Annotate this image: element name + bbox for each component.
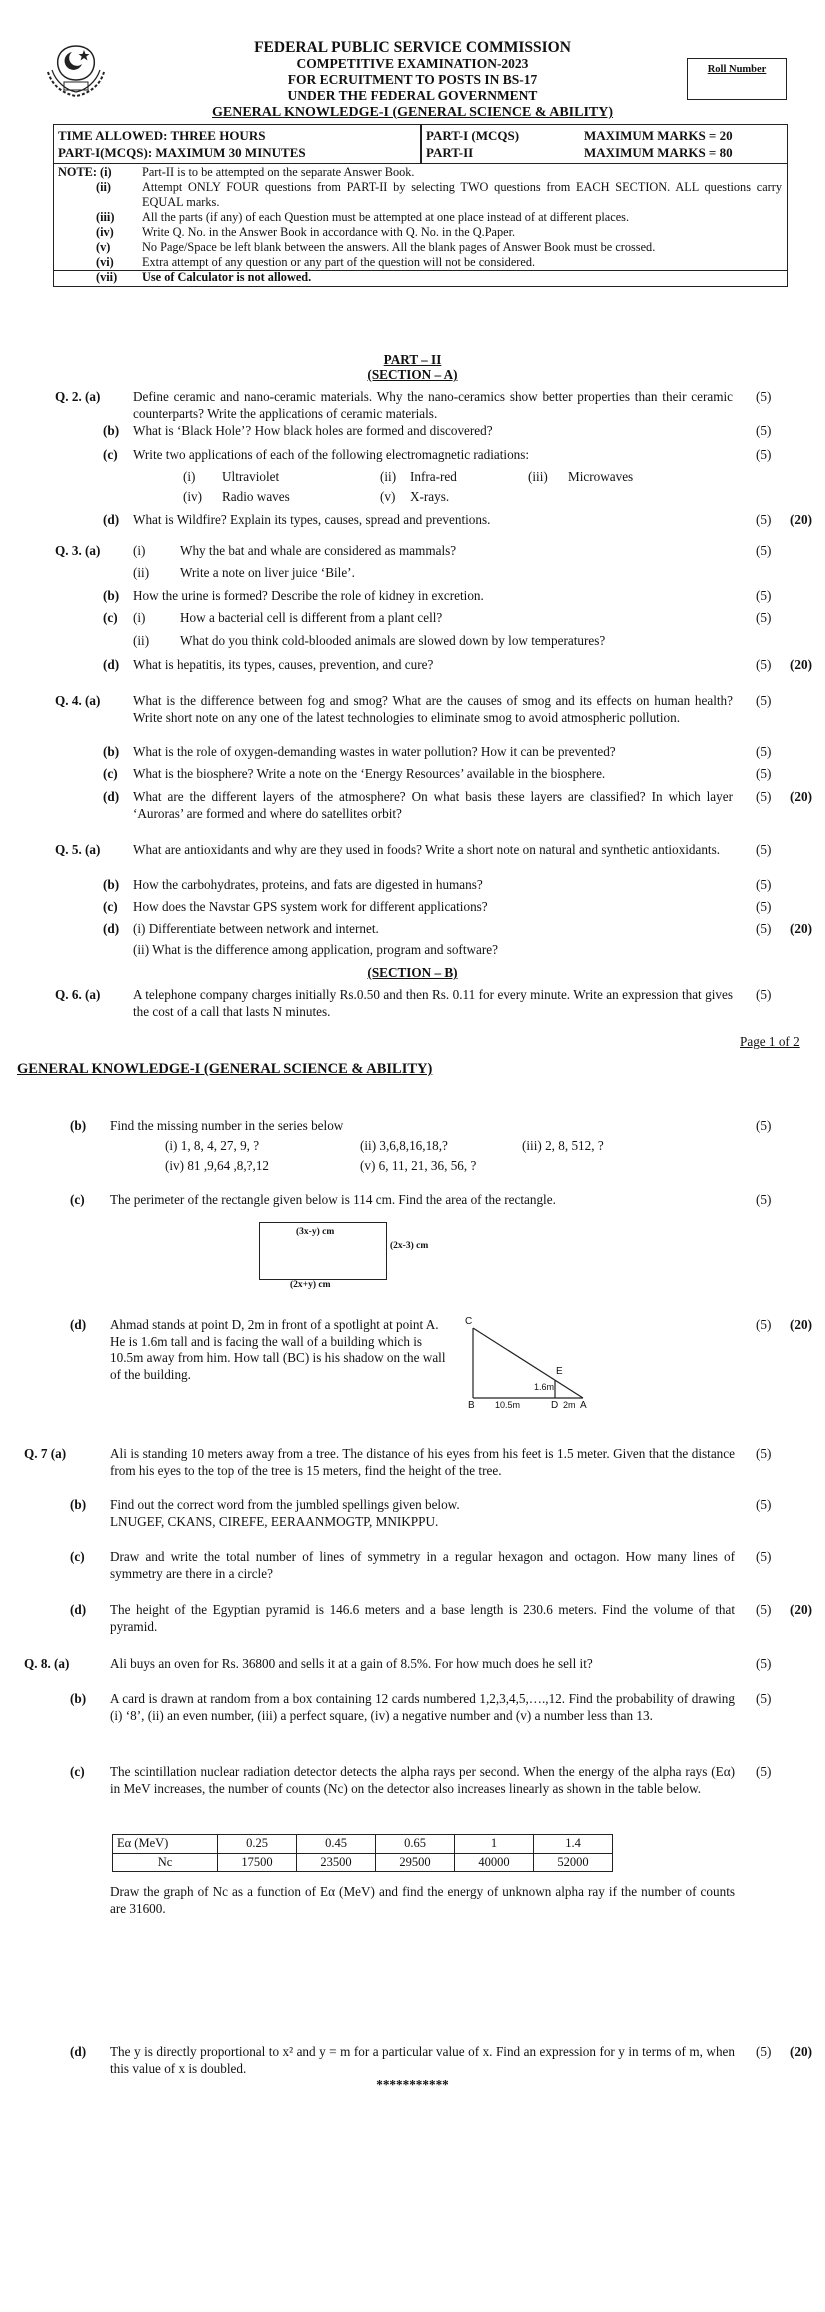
- q6b-series-3: (iii) 2, 8, 512, ?: [522, 1138, 604, 1153]
- q5c-text: How does the Navstar GPS system work for different applications?: [133, 899, 488, 914]
- q2c-i: (i): [183, 469, 196, 484]
- rect-right-label: (2x-3) cm: [390, 1241, 429, 1251]
- q7b-text: Find out the correct word from the jumbled spellings given below.: [110, 1497, 460, 1512]
- note-3: All the parts (if any) of each Question must be attempted at one place instead of at different places.: [142, 210, 630, 224]
- q6-total: (20): [790, 1317, 812, 1332]
- q7a-marks: (5): [756, 1446, 772, 1461]
- q4b-marks: (5): [756, 744, 772, 759]
- q2c-label: (c): [103, 447, 118, 462]
- q7-number: Q. 7 (a): [24, 1446, 67, 1461]
- q3d-label: (d): [103, 657, 120, 672]
- part2-title: PART – II: [383, 352, 442, 367]
- q3d-text: What is hepatitis, its types, causes, prevention, and cure?: [133, 657, 434, 672]
- q2d-text: What is Wildfire? Explain its types, causes, spread and preventions.: [133, 512, 491, 527]
- q7c-text: Draw and write the total number of lines of symmetry in a regular hexagon and octagon. How many lines of symmetry are there in a circle?: [110, 1549, 735, 1581]
- q2b-label: (b): [103, 423, 120, 438]
- note-2: Attempt ONLY FOUR questions from PART-II by selecting TWO questions from EACH SECTION. ALL questions carry EQUAL marks.: [142, 180, 782, 209]
- q6d-marks: (5): [756, 1317, 772, 1332]
- q7d-label: (d): [70, 1602, 87, 1617]
- note-3-num: (iii): [96, 210, 115, 224]
- max-marks-2: MAXIMUM MARKS = 80: [584, 145, 733, 160]
- q3a-i: (i): [133, 543, 146, 558]
- q4d-label: (d): [103, 789, 120, 804]
- q5d-i-text: (i) Differentiate between network and internet.: [133, 921, 379, 936]
- q8b-marks: (5): [756, 1691, 772, 1706]
- note-1: Part-II is to be attempted on the separate Answer Book.: [142, 165, 415, 179]
- rect-bottom-label: (2x+y) cm: [290, 1280, 331, 1290]
- q6a-text: A telephone company charges initially Rs.0.50 and then Rs. 0.11 for every minute. Write an expression that gives the cost of a call that lasts N minutes.: [133, 987, 733, 1019]
- q7a-text: Ali is standing 10 meters away from a tree. The distance of his eyes from his feet is 1.5 meter. Given that the distance from his eyes to the top of the tree is 15 meters, find the height of the tree.: [110, 1446, 735, 1478]
- exam-info-table: [53, 124, 788, 164]
- q8a-text: Ali buys an oven for Rs. 36800 and sells it at a gain of 8.5%. For how much does he sell it?: [110, 1656, 593, 1671]
- max-marks-1: MAXIMUM MARKS = 20: [584, 128, 733, 143]
- q2-number: Q. 2. (a): [55, 389, 101, 404]
- q4-number: Q. 4. (a): [55, 693, 101, 708]
- alpha-table: [112, 1834, 613, 1872]
- q3c-ii: (ii): [133, 633, 150, 648]
- q6c-text: The perimeter of the rectangle given below is 114 cm. Find the area of the rectangle.: [110, 1192, 556, 1207]
- q8d-text: The y is directly proportional to x² and y = m for a particular value of x. Find an expression for y in terms of m, when this value of x is doubled.: [110, 2044, 735, 2076]
- q5b-label: (b): [103, 877, 120, 892]
- note-4-num: (iv): [96, 225, 114, 239]
- q3c-i-text: How a bacterial cell is different from a plant cell?: [180, 610, 443, 625]
- q8-total: (20): [790, 2044, 812, 2059]
- q4b-label: (b): [103, 744, 120, 759]
- q8d-label: (d): [70, 2044, 87, 2059]
- end-marker: ***********: [376, 2077, 449, 2092]
- table-n-2: 29500: [376, 1853, 455, 1872]
- fig-label-2m: 2m: [563, 1400, 576, 1410]
- q8a-marks: (5): [756, 1656, 772, 1671]
- q3c-ii-text: What do you think cold-blooded animals are slowed down by low temperatures?: [180, 633, 606, 648]
- q3d-marks: (5): [756, 657, 772, 672]
- section-b-title: (SECTION – B): [367, 965, 458, 980]
- q2c-radio-waves: Radio waves: [222, 489, 290, 504]
- table-e-1: 0.45: [297, 1835, 376, 1854]
- q3c-marks: (5): [756, 610, 772, 625]
- q4c-marks: (5): [756, 766, 772, 781]
- table-n-1: 23500: [297, 1853, 376, 1872]
- header-line4: UNDER THE FEDERAL GOVERNMENT: [287, 88, 538, 103]
- q6b-series-4: (iv) 81 ,9,64 ,8,?,12: [165, 1158, 270, 1173]
- q6-number: Q. 6. (a): [55, 987, 101, 1002]
- q5c-label: (c): [103, 899, 118, 914]
- fig-label-d: D: [551, 1400, 559, 1411]
- q6b-series-5: (v) 6, 11, 21, 36, 56, ?: [360, 1158, 477, 1173]
- q6b-label: (b): [70, 1118, 87, 1133]
- q5d-ii-text: (ii) What is the difference among application, program and software?: [133, 942, 498, 957]
- q2d-marks: (5): [756, 512, 772, 527]
- q6b-text: Find the missing number in the series below: [110, 1118, 344, 1133]
- q6b-series-2: (ii) 3,6,8,16,18,?: [360, 1138, 448, 1153]
- q3b-label: (b): [103, 588, 120, 603]
- q5a-text: What are antioxidants and why are they used in foods? Write a short note on natural and synthetic antioxidants.: [133, 842, 721, 857]
- q5d-label: (d): [103, 921, 120, 936]
- q4c-text: What is the biosphere? Write a note on the ‘Energy Resources’ available in the biosphere.: [133, 766, 606, 781]
- q4d-marks: (5): [756, 789, 772, 804]
- q4c-label: (c): [103, 766, 118, 781]
- q5-number: Q. 5. (a): [55, 842, 101, 857]
- note-7: Use of Calculator is not allowed.: [142, 270, 312, 284]
- q8-number: Q. 8. (a): [24, 1656, 70, 1671]
- q6b-series-1: (i) 1, 8, 4, 27, 9, ?: [165, 1138, 260, 1153]
- notes-box-last: [53, 270, 788, 287]
- q5d-marks: (5): [756, 921, 772, 936]
- q3a-i-text: Why the bat and whale are considered as mammals?: [180, 543, 457, 558]
- q2c-marks: (5): [756, 447, 772, 462]
- q2c-iv: (iv): [183, 489, 203, 504]
- fig-label-e: E: [556, 1366, 563, 1377]
- q8b-label: (b): [70, 1691, 87, 1706]
- q2c-ultraviolet: Ultraviolet: [222, 469, 280, 484]
- table-e-3: 1: [455, 1835, 534, 1854]
- q7-total: (20): [790, 1602, 812, 1617]
- q5b-text: How the carbohydrates, proteins, and fats are digested in humans?: [133, 877, 483, 892]
- q3b-text: How the urine is formed? Describe the role of kidney in excretion.: [133, 588, 484, 603]
- q4-total: (20): [790, 789, 812, 804]
- q7b-label: (b): [70, 1497, 87, 1512]
- q6d-label: (d): [70, 1317, 87, 1332]
- q3c-i: (i): [133, 610, 146, 625]
- fig-label-10-5m: 10.5m: [495, 1400, 521, 1410]
- part1-label: PART-I (MCQS): [426, 128, 520, 143]
- note-4: Write Q. No. in the Answer Book in accordance with Q. No. in the Q.Paper.: [142, 225, 516, 239]
- q6c-label: (c): [70, 1192, 85, 1207]
- q2b-marks: (5): [756, 423, 772, 438]
- q3a-ii-text: Write a note on liver juice ‘Bile’.: [180, 565, 355, 580]
- note-6-num: (vi): [96, 255, 114, 269]
- q6a-marks: (5): [756, 987, 772, 1002]
- q6c-marks: (5): [756, 1192, 772, 1207]
- note-5: No Page/Space be left blank between the answers. All the blank pages of Answer Book must be crossed.: [142, 240, 656, 254]
- q4a-marks: (5): [756, 693, 772, 708]
- q3b-marks: (5): [756, 588, 772, 603]
- q2d-label: (d): [103, 512, 120, 527]
- table-e-2: 0.65: [376, 1835, 455, 1854]
- q3-total: (20): [790, 657, 812, 672]
- q2c-v: (v): [380, 489, 396, 504]
- part1-time: PART-I(MCQS): MAXIMUM 30 MINUTES: [58, 145, 306, 160]
- q2b-text: What is ‘Black Hole’? How black holes are formed and discovered?: [133, 423, 493, 438]
- q8c-marks: (5): [756, 1764, 772, 1779]
- q3c-label: (c): [103, 610, 118, 625]
- header-line1: FEDERAL PUBLIC SERVICE COMMISSION: [254, 39, 571, 56]
- q7c-label: (c): [70, 1549, 85, 1564]
- header-line2: COMPETITIVE EXAMINATION-2023: [296, 56, 529, 71]
- note-7-num: (vii): [96, 270, 118, 284]
- q7b-marks: (5): [756, 1497, 772, 1512]
- q2c-microwaves: Microwaves: [568, 469, 634, 484]
- q2c-infrared: Infra-red: [410, 469, 457, 484]
- subject-title: GENERAL KNOWLEDGE-I (GENERAL SCIENCE & ABILITY): [211, 105, 614, 120]
- part2-label: PART-II: [426, 145, 474, 160]
- table-n-4: 52000: [534, 1853, 613, 1872]
- q6b-marks: (5): [756, 1118, 772, 1133]
- q5c-marks: (5): [756, 899, 772, 914]
- notes-box: [53, 162, 788, 271]
- q7d-text: The height of the Egyptian pyramid is 146.6 meters and a base length is 230.6 meters. Find the volume of that pyramid.: [110, 1602, 735, 1634]
- q2c-xrays: X-rays.: [410, 489, 450, 504]
- q3a-marks: (5): [756, 543, 772, 558]
- table-header-counts: Nc: [113, 1853, 218, 1872]
- rect-top-label: (3x-y) cm: [296, 1227, 335, 1237]
- table-e-0: 0.25: [218, 1835, 297, 1854]
- q2-total: (20): [790, 512, 812, 527]
- roll-number-box[interactable]: [687, 58, 787, 100]
- q8b-text: A card is drawn at random from a box containing 12 cards numbered 1,2,3,4,5,….,12. Find the probability of drawing (i) ‘8’, (ii) an even number, (iii) a perfect square, (iv) a negative number and (v) a number less than 13.: [110, 1691, 735, 1723]
- q2a-text: Define ceramic and nano-ceramic materials. Why the nano-ceramics show better properties than their ceramic counterparts? Write the applications of ceramic materials.: [133, 389, 733, 421]
- q5a-marks: (5): [756, 842, 772, 857]
- note-label: NOTE: (i): [58, 165, 112, 179]
- q8d-marks: (5): [756, 2044, 772, 2059]
- q8c-label: (c): [70, 1764, 85, 1779]
- q2c-ii: (ii): [380, 469, 397, 484]
- table-header-energy: Eα (MeV): [113, 1835, 218, 1854]
- header-line3: FOR ECRUITMENT TO POSTS IN BS-17: [287, 72, 538, 87]
- table-n-0: 17500: [218, 1853, 297, 1872]
- section-a-title: (SECTION – A): [367, 367, 458, 382]
- fig-label-c: C: [465, 1316, 473, 1327]
- q7b-words: LNUGEF, CKANS, CIREFE, EERAANMOGTP, MNIKPPU.: [110, 1514, 439, 1529]
- q3a-ii: (ii): [133, 565, 150, 580]
- q8c-graph-text: Draw the graph of Nc as a function of Eα (MeV) and find the energy of unknown alpha ray if the number of counts are 31600.: [110, 1884, 735, 1916]
- table-n-3: 40000: [455, 1853, 534, 1872]
- q4a-text: What is the difference between fog and smog? What are the causes of smog and its effects on human health? Write short note on any one of the latest technologies to eliminate smog to avoid atmospheric pollution.: [133, 693, 733, 725]
- fig-label-height: 1.6m: [534, 1382, 555, 1392]
- q2c-text: Write two applications of each of the following electromagnetic radiations:: [133, 447, 530, 462]
- time-allowed: TIME ALLOWED: THREE HOURS: [58, 128, 266, 143]
- fig-label-b: B: [468, 1400, 475, 1411]
- q5-total: (20): [790, 921, 812, 936]
- note-2-num: (ii): [96, 180, 112, 194]
- fig-label-a: A: [580, 1400, 587, 1411]
- page-number: Page 1 of 2: [740, 1034, 800, 1049]
- q4b-text: What is the role of oxygen-demanding wastes in water pollution? How it can be prevented?: [133, 744, 616, 759]
- q2a-marks: (5): [756, 389, 772, 404]
- q8c-text: The scintillation nuclear radiation detector detects the alpha rays per second. When the energy of the alpha rays (Eα) in MeV increases, the number of counts (Nc) on the detector also increases linearly as shown in the table below.: [110, 1764, 735, 1796]
- q7c-marks: (5): [756, 1549, 772, 1564]
- note-5-num: (v): [96, 240, 111, 254]
- q5b-marks: (5): [756, 877, 772, 892]
- q6d-text: Ahmad stands at point D, 2m in front of a spotlight at point A. He is 1.6m tall and is facing the wall of a building which is 10.5m away from him. How tall (BC) is his shadow on the wall of the building.: [110, 1317, 446, 1382]
- q4d-text: What are the different layers of the atmosphere? On what basis these layers are classified? In which layer ‘Auroras’ are formed and where do satellites orbit?: [133, 789, 733, 821]
- page2-title: GENERAL KNOWLEDGE-I (GENERAL SCIENCE & ABILITY): [17, 1061, 433, 1077]
- rectangle-figure: [259, 1222, 429, 1280]
- q2c-iii: (iii): [528, 469, 548, 484]
- table-e-4: 1.4: [534, 1835, 613, 1854]
- shadow-figure: [455, 1318, 605, 1416]
- note-6: Extra attempt of any question or any part of the question will not be considered.: [142, 255, 536, 269]
- q3-number: Q. 3. (a): [55, 543, 101, 558]
- roll-number-label: Roll Number: [707, 64, 767, 75]
- q7d-marks: (5): [756, 1602, 772, 1617]
